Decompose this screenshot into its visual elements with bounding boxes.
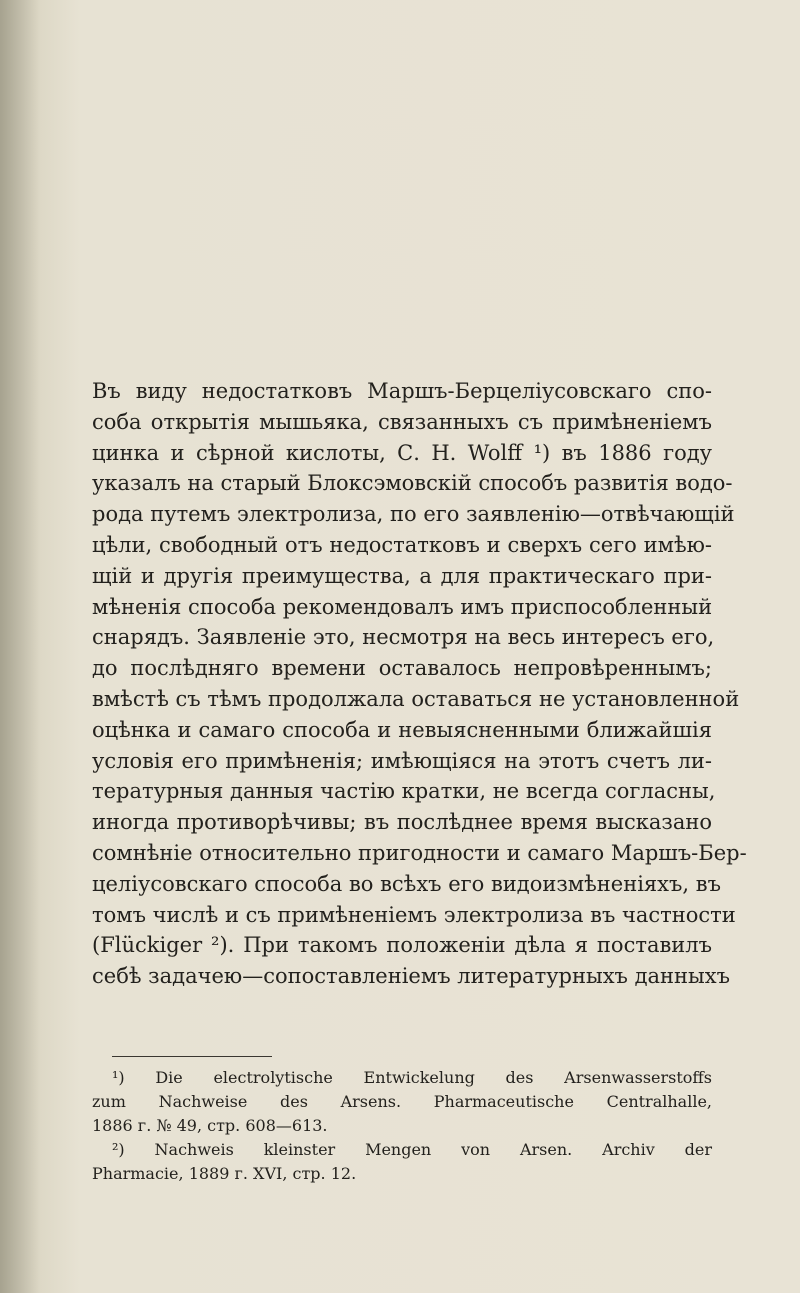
text-line: до послѣдняго времени оставалось непровѣреннымъ; [92, 656, 712, 681]
text-line: снарядъ. Заявленіе это, несмотря на весь интересъ его, [92, 625, 715, 650]
text-line: (Flückiger ²). При такомъ положеніи дѣла я поставилъ [92, 933, 712, 958]
text-line: сомнѣніе относительно пригодности и самаго Маршъ-Бер- [92, 840, 747, 865]
binding-shadow [0, 0, 40, 1293]
footnote-line: Pharmacie, 1889 г. XVI, стр. 12. [92, 1164, 357, 1183]
text-line: цинка и сѣрной кислоты, С. Н. Wolff ¹) въ 1886 году [92, 440, 712, 465]
text-line: условія его примѣненія; имѣющіяся на этотъ счетъ ли- [92, 748, 712, 773]
text-line: оцѣнка и самаго способа и невыясненными ближайшія [92, 717, 712, 742]
text-line: иногда противорѣчивы; въ послѣднее время высказано [92, 810, 712, 835]
text-line: цѣли, свободный отъ недостатковъ и сверхъ сего имѣю- [92, 532, 712, 557]
text-line: тературныя данныя частію кратки, не всегда согласны, [92, 779, 716, 804]
text-line: томъ числѣ и съ примѣненіемъ электролиза въ частности [92, 902, 736, 927]
text-line: себѣ задачею—сопоставленіемъ литературныхъ данныхъ [92, 964, 730, 989]
text-line: рода путемъ электролиза, по его заявленію—отвѣчающій [92, 502, 735, 527]
text-line: целіусовскаго способа во всѣхъ его видоизмѣненіяхъ, въ [92, 871, 721, 896]
text-line: соба открытія мышьяка, связанныхъ съ примѣненіемъ [92, 409, 712, 434]
footnote-line: ¹) Die electrolytische Entwickelung des Arsenwasserstoffs [112, 1068, 712, 1087]
footnote-line: 1886 г. № 49, стр. 608—613. [92, 1116, 328, 1135]
text-line: щій и другія преимущества, а для практическаго при- [92, 563, 712, 588]
main-paragraph [92, 376, 747, 992]
footnote-line: zum Nachweise des Arsens. Pharmaceutische Centralhalle, [92, 1092, 712, 1111]
text-line: указалъ на старый Блоксэмовскій способъ развитія водо- [92, 471, 733, 496]
text-line: мѣненія способа рекомендовалъ имъ приспособленный [92, 594, 713, 619]
text-line: Въ виду недостатковъ Маршъ-Берцеліусовскаго спо- [92, 379, 712, 403]
footnotes [92, 1066, 712, 1186]
footnote-line: ²) Nachweis kleinster Mengen von Arsen. Archiv der [112, 1140, 712, 1159]
text-line: вмѣстѣ съ тѣмъ продолжала оставаться не установленной [92, 686, 740, 711]
footnote-divider [112, 1056, 272, 1057]
